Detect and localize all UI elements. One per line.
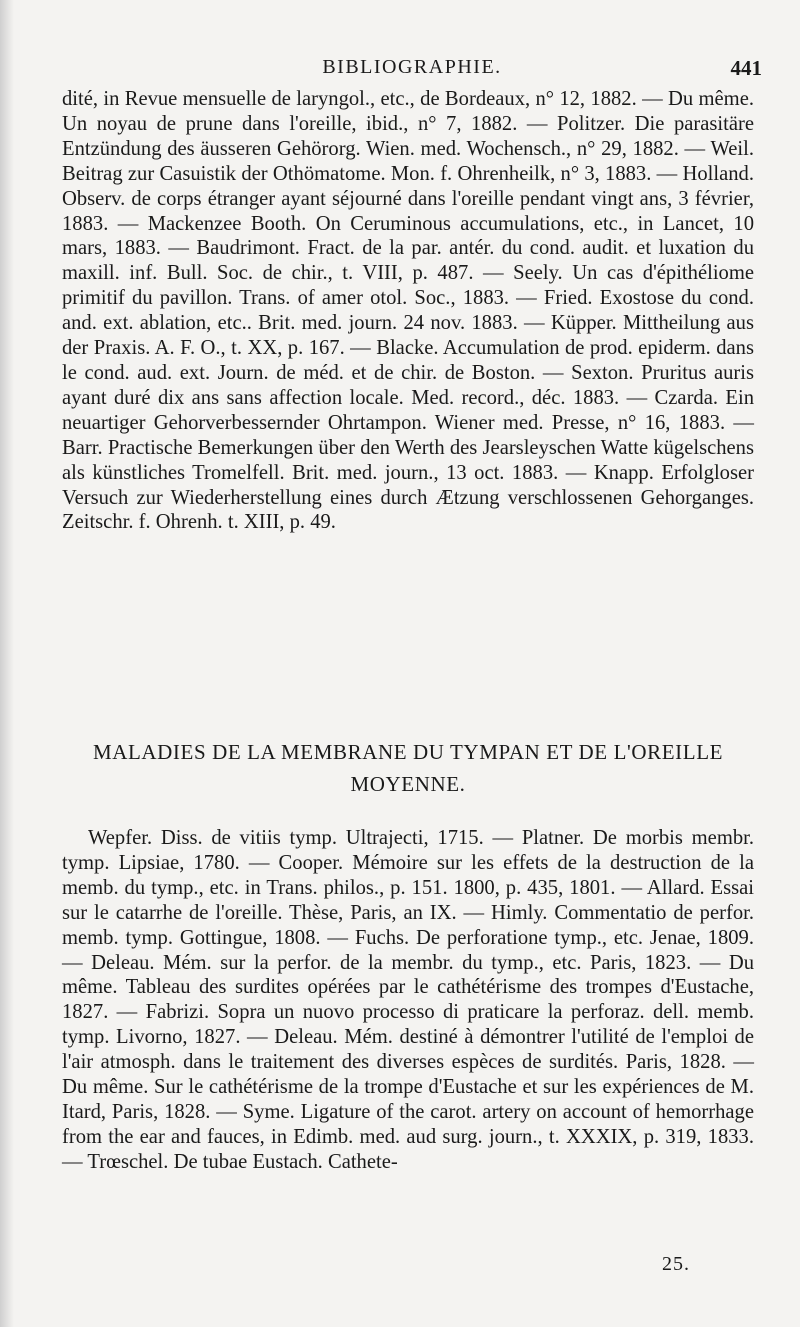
bibliography-paragraph-1: dité, in Revue mensuelle de laryngol., etc., de Bordeaux, n° 12, 1882. — Du même. Un noyau de prune dans l'oreille, ibid., n° 7, 1882. — Politzer. Die parasitäre Entzündung des äusseren Gehörorg. Wien. med. Wochensch., n° 29, 1882. — Weil. Beitrag zur Casuistik der Othömatome. Mon. f. Ohrenheilk, n° 3, 1883. — Holland. Observ. de corps étranger ayant séjourné dans l'oreille pendant vingt ans, 3 février, 1883. — Mackenzee Booth. On Ceruminous accumulations, etc., in Lancet, 10 mars, 1883. — Baudrimont. Fract. de la par. antér. du cond. audit. et luxation du maxill. inf. Bull. Soc. de chir., t. VIII, p. 487. — Seely. Un cas d'épithéliome primitif du pavillon. Trans. of amer otol. Soc., 1883. — Fried. Exostose du cond. and. ext. ablation, etc.. Brit. med. journ. 24 nov. 1883. — Küpper. Mittheilung aus der Praxis. A. F. O., t. XX, p. 167. — Blacke. Accumulation de prod. epiderm. dans le cond. aud. ext. Journ. de méd. et de chir. de Boston. — Sexton. Pruritus auris ayant duré dix ans sans affection locale. Med. record., déc. 1883. — Czarda. Ein neuartiger Gehorverbessernder Ohrtampon. Wiener med. Presse, n° 16, 1883. — Barr. Practische Bemerkungen über den Werth des Jearsleyschen Watte kügelschens als künstliches Tromelfell. Brit. med. journ., 13 oct. 1883. — Knapp. Erfolgloser Versuch zur Wiederherstellung eines durch Ætzung verschlossenen Gehorganges. Zeitschr. f. Ohrenh. t. XIII, p. 49. [62,88,754,534]
bibliography-paragraph-2: Wepfer. Diss. de vitiis tymp. Ultrajecti, 1715. — Platner. De morbis membr. tymp. Lipsiae, 1780. — Cooper. Mémoire sur les effets de la destruction de la memb. du tymp., etc. in Trans. philos., p. 151. 1800, p. 435, 1801. — Allard. Essai sur le catarrhe de l'oreille. Thèse, Paris, an IX. — Himly. Commentatio de perfor. memb. tymp. Gottingue, 1808. — Fuchs. De perforatione tymp., etc. Jenae, 1809. — Deleau. Mém. sur la perfor. de la membr. du tymp., etc. Paris, 1823. — Du même. Tableau des surdites opérées par le cathétérisme des trompes d'Eustache, 1827. — Fabrizi. Sopra un nuovo processo di praticare la perforaz. dell. memb. tymp. Livorno, 1827. — Deleau. Mém. destiné à démontrer l'utilité de l'emploi de l'air atmosph. dans le traitement des diverses espèces de surdités. Paris, 1828. — Du même. Sur le cathétérisme de la trompe d'Eustache et sur les expériences de M. Itard, Paris, 1828. — Syme. Ligature of the carot. artery on account of hemorrhage from the ear and fauces, in Edimb. med. aud surg. journ., t. XXXIX, p. 319, 1833. — Trœschel. De tubae Eustach. Cathete- [62,827,754,1173]
bibliography-block-1 [62,87,754,535]
bibliography-block-2 [62,826,754,1175]
running-title: BIBLIOGRAPHIE. [322,56,502,78]
signature-mark: 25. [662,1253,690,1275]
page-number: 441 [730,56,762,80]
page-edge-shadow [0,0,14,1327]
section-heading: MALADIES DE LA MEMBRANE DU TYMPAN ET DE L'OREILLE MOYENNE. [92,740,724,796]
